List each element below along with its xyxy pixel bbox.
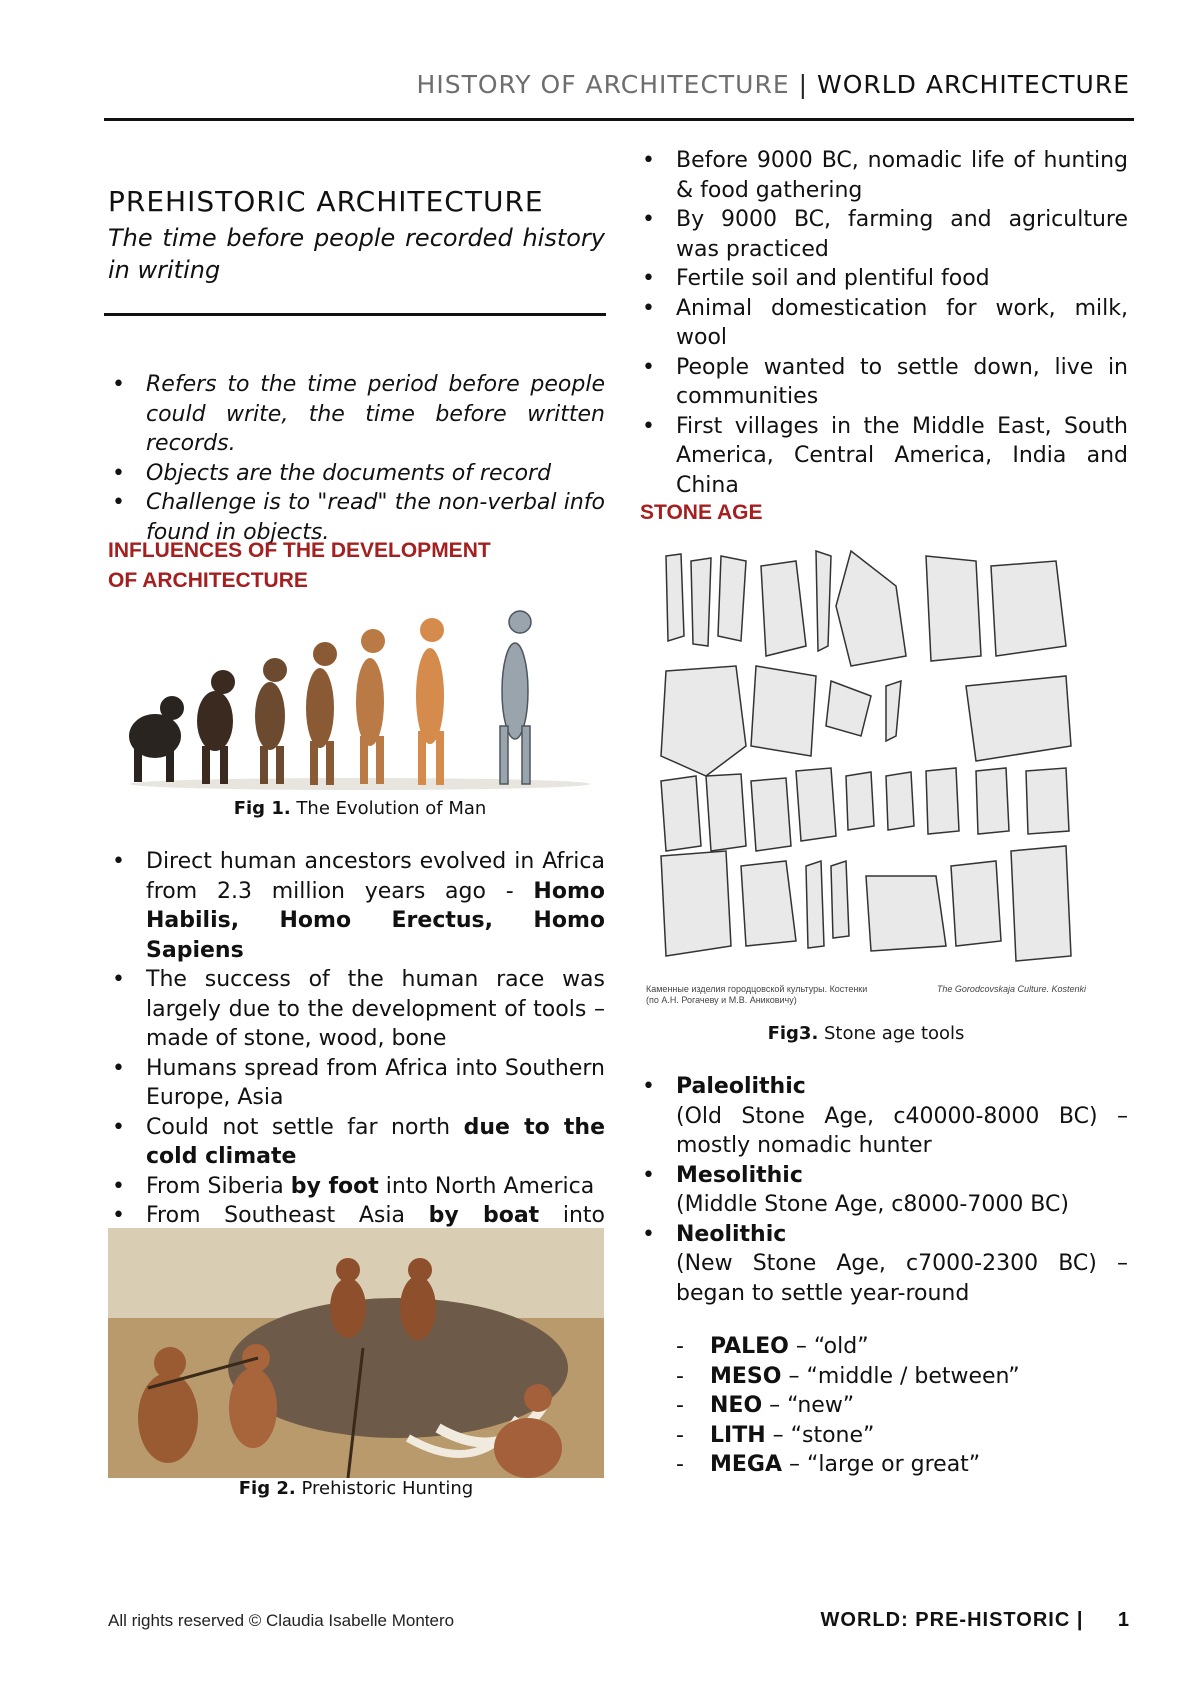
bullet-icon: • [642,207,655,232]
bullet-icon: • [112,372,125,397]
title-rule [104,313,606,316]
list-item: - PALEO – “old” [672,1332,1132,1362]
stone-tools-drawing-icon [646,546,1086,986]
stone-age-tools-image [646,546,1086,1018]
list-item: • Paleolithic (Old Stone Age, c40000-8000 BC) – mostly nomadic hunter [642,1074,1128,1158]
list-item: • Mesolithic (Middle Stone Age, c8000-7000 BC) [642,1162,1069,1217]
page-footer [760,1609,1130,1632]
page-title: PREHISTORIC ARCHITECTURE [108,185,544,218]
list-item: • From Siberia by foot into North America [108,1172,605,1202]
fig3-inner-caption-en: The Gorodcovskaja Culture. Kostenki [936,984,1086,994]
header-section: WORLD ARCHITECTURE [816,70,1130,99]
dash-icon: - [676,1334,684,1359]
bullet-icon: • [112,490,125,515]
bullet-icon: • [642,1074,655,1099]
term-definitions-list [672,1332,1132,1480]
bullet-icon: • [642,1221,655,1247]
list-item: • Before 9000 BC, nomadic life of hunting & food gathering [642,148,1128,203]
page-number: 1 [1117,1609,1130,1631]
fig2-caption: Fig 2. Prehistoric Hunting [238,1478,474,1499]
prehistoric-hunting-image [108,1228,604,1478]
intro-bullet-list [108,370,605,547]
fig1-caption: Fig 1. The Evolution of Man [233,798,487,819]
footer-section: WORLD: PRE-HISTORIC | [820,1609,1084,1631]
bullet-icon: • [642,354,655,380]
copyright-footer: All rights reserved © Claudia Isabelle Montero [108,1611,455,1630]
bullet-icon: • [642,148,655,173]
dash-icon: - [676,1363,684,1389]
page-subtitle: The time before people recorded history in writing [108,224,605,284]
list-item: - MEGA – “large or great” [672,1450,1132,1480]
bullet-icon: • [112,1203,125,1228]
dash-icon: - [676,1393,684,1418]
bullet-icon: • [642,1162,655,1188]
list-item: • Fertile soil and plentiful food [638,264,1128,294]
human-bullet-list [108,847,605,1260]
bullet-icon: • [112,1173,125,1199]
influences-heading: INFLUENCES OF THE DEVELOPMENT OF ARCHITECTURE [108,539,491,592]
bullet-icon: • [112,1055,125,1081]
list-item: - NEO – “new” [672,1391,1132,1421]
hunting-scene-icon [108,1228,604,1478]
list-item: • Refers to the time period before people could write, the time before written records. [112,372,605,456]
list-item: • Challenge is to "read" the non-verbal info found in objects. [112,490,605,545]
list-item: • The success of the human race was largely due to the development of tools – made of stone, wood, bone [112,967,605,1051]
list-item: • People wanted to settle down, live in communities [642,354,1128,409]
dash-icon: - [676,1452,684,1477]
dash-icon: - [676,1422,684,1448]
header-separator: | [789,70,817,99]
list-item: • Neolithic (New Stone Age, c7000-2300 BC) – began to settle year-round [642,1221,1128,1306]
running-header [100,70,1130,99]
header-course: HISTORY OF ARCHITECTURE [416,70,790,99]
list-item: • Could not settle far north due to the cold climate [112,1114,605,1169]
bullet-icon: • [112,1114,125,1140]
list-item: • By 9000 BC, farming and agriculture was practiced [642,207,1128,262]
bullet-icon: • [112,967,125,992]
list-item: • Humans spread from Africa into Southern Europe, Asia [112,1055,605,1110]
bullet-icon: • [112,849,125,874]
bullet-icon: • [642,295,655,321]
bullet-icon: • [642,413,655,439]
evolution-figures-icon [120,596,600,796]
header-rule [104,118,1134,121]
fig3-inner-caption-ru: Каменные изделия городцовской культуры. Костенки (по А.Н. Рогачеву и М.В. Аниковичу) [646,984,868,1005]
list-item: • First villages in the Middle East, South America, Central America, India and China [642,413,1128,498]
fig3-caption: Fig3. Stone age tools [767,1023,965,1044]
bullet-icon: • [112,460,125,486]
list-item: • Animal domestication for work, milk, wool [642,295,1128,350]
evolution-of-man-image [120,596,600,796]
list-item: - MESO – “middle / between” [672,1362,1132,1392]
list-item: • Direct human ancestors evolved in Africa from 2.3 million years ago - Homo Habilis, Homo Erectus, Homo Sapiens [112,849,605,963]
right-bullet-list [638,146,1128,500]
list-item: - LITH – “stone” [672,1421,1132,1451]
bullet-icon: • [642,266,655,291]
list-item: • From Southeast Asia by boat into [108,1201,605,1260]
stone-age-heading: STONE AGE [640,501,763,524]
list-item: • Objects are the documents of record [108,459,605,489]
stone-age-periods-list [638,1072,1128,1308]
